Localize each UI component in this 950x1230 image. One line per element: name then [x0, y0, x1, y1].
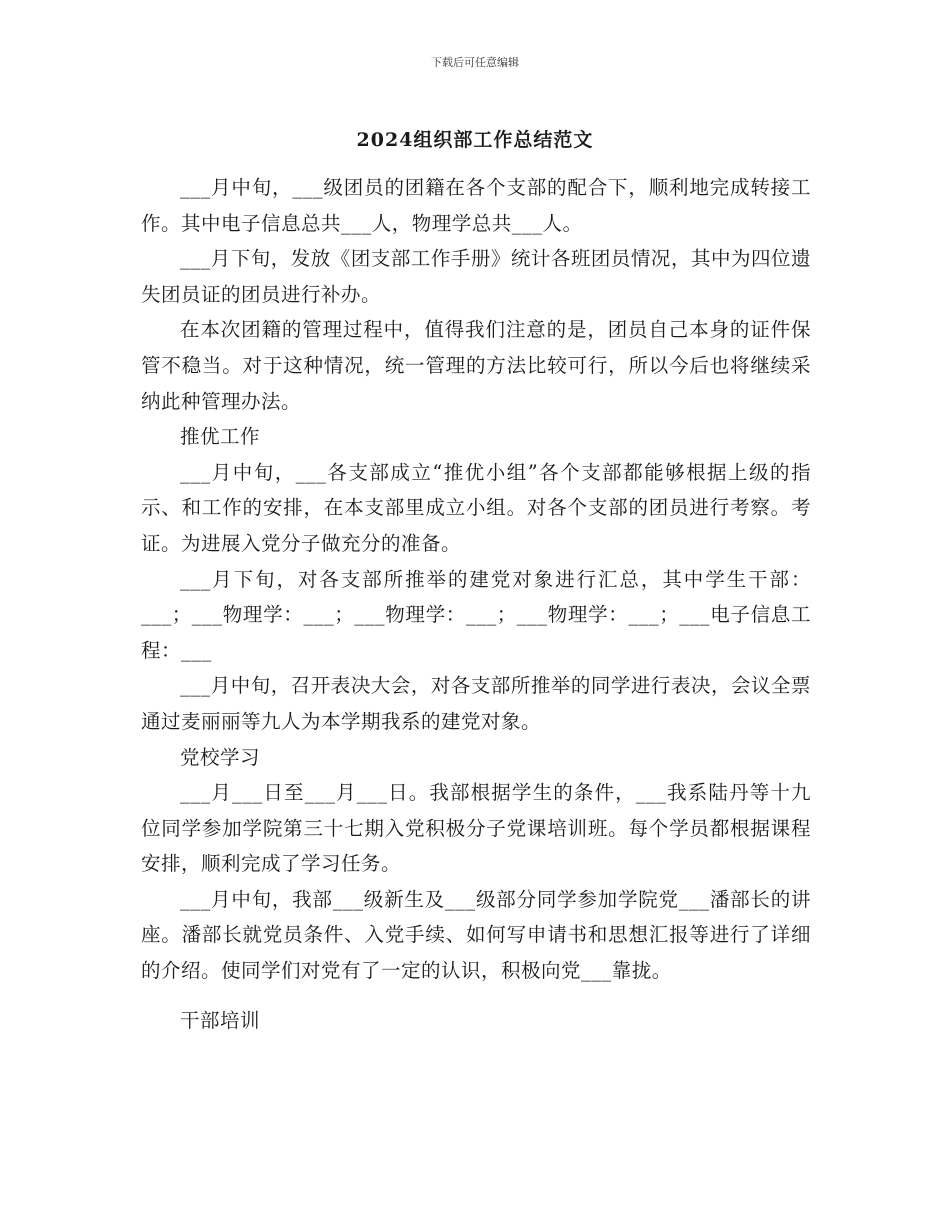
- header-note: 下载后可任意编辑: [431, 56, 519, 69]
- section-heading-ganbu: 干部培训: [180, 1008, 261, 1032]
- section-heading-dangxiao: 党校学习: [180, 745, 261, 769]
- paragraph: ___月下旬，发放《团支部工作手册》统计各班团员情况，其中为四位遗失团员证的团员进行补办。: [141, 247, 811, 306]
- paragraph: ___月中旬，___各支部成立“推优小组”各个支部都能够根据上级的指示、和工作的安排，在本支部里成立小组。对各个支部的团员进行考察。考证。为进展入党分子做充分的准备。: [141, 460, 811, 555]
- paragraph: ___月中旬，我部___级新生及___级部分同学参加学院党___潘部长的讲座。潘部长就党员条件、入党手续、如何写申请书和思想汇报等进行了详细的介绍。使同学们对党有了一定的认识，积极向党___靠拢。: [141, 887, 811, 983]
- paragraph: ___月___日至___月___日。我部根据学生的条件，___我系陆丹等十九位同学参加学院第三十七期入党积极分子党课培训班。每个学员都根据课程安排，顺利完成了学习任务。: [141, 781, 811, 876]
- paragraph: ___月中旬，___级团员的团籍在各个支部的配合下，顺利地完成转接工作。其中电子信息总共___人，物理学总共___人。: [141, 176, 811, 235]
- paragraph: ___月下旬，对各支部所推举的建党对象进行汇总，其中学生干部：___；___物理学：___；___物理学：___；___物理学：___；___电子信息工程：___: [141, 567, 811, 662]
- document-title: 2024组织部工作总结范文: [356, 129, 594, 151]
- paragraph: 在本次团籍的管理过程中，值得我们注意的是，团员自己本身的证件保管不稳当。对于这种情况，统一管理的方法比较可行，所以今后也将继续采纳此种管理办法。: [141, 318, 811, 413]
- document-body: [141, 170, 811, 1038]
- paragraph: ___月中旬，召开表决大会，对各支部所推举的同学进行表决，会议全票通过麦丽丽等九人为本学期我系的建党对象。: [141, 674, 811, 733]
- section-heading-tuiyou: 推优工作: [180, 425, 261, 449]
